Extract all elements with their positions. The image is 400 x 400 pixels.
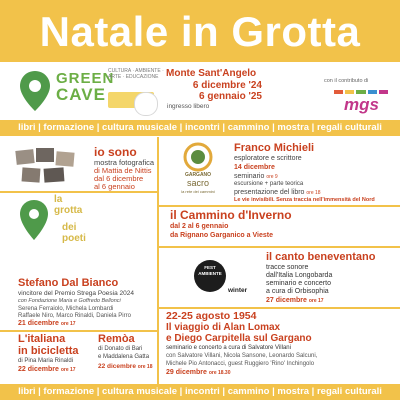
page-title: Natale in Grotta: [39, 8, 361, 55]
poeti-w3: dei: [62, 222, 77, 233]
michieli-title: Franco Michieli: [234, 142, 315, 154]
event-dates: [182, 80, 262, 102]
lomax-title3: e Diego Carpitella sul Gargano: [166, 333, 312, 344]
dal-bianco-l3: Serena Ferraiolo, Michela Lombardi: [18, 306, 114, 312]
michieli-l4: Le vie invisibili. Senza traccia nell'immensità del Nord: [234, 197, 375, 203]
lomax-date-text: 29 dicembre: [166, 369, 207, 376]
canto-l3: seminario e concerto: [266, 280, 331, 287]
remoa-date: [98, 363, 152, 370]
cammino-title: il Cammino d'Inverno: [170, 208, 292, 222]
lomax-time: ore 18.30: [208, 370, 231, 376]
italiana-date-text: 22 dicembre: [18, 366, 59, 373]
io-sono-line2: di Mattia de Nittis: [94, 166, 152, 175]
fa-logo-l1: FEST: [204, 265, 216, 270]
gargano-logo-bot: la rete dei cammini: [181, 189, 215, 194]
event-place: Monte Sant'Angelo: [166, 68, 257, 79]
canto-date: [266, 297, 324, 304]
brand-cave: CAVE: [56, 85, 106, 104]
lomax-l3: Michele Pio Antonacci, guest Ruggiero 'Rino' Inchingolo: [166, 361, 315, 367]
michieli-l3: [234, 189, 321, 196]
dal-bianco-l1: vincitore del Premio Strega Poesia 2024: [18, 290, 134, 297]
poeti-w4: poeti: [62, 233, 86, 244]
dal-bianco-date-text: 21 dicembre: [18, 320, 59, 327]
fa-logo-l3: winter: [228, 287, 248, 294]
remoa-date-text: 22 dicembre: [98, 363, 136, 370]
divider: [0, 191, 157, 193]
dal-bianco-title: Stefano Dal Bianco: [18, 277, 119, 289]
canto-l4: a cura di Orbisophia: [266, 288, 329, 295]
canto-l1: tracce sonore: [266, 264, 309, 271]
io-sono-title: io sono: [94, 145, 137, 159]
fa-logo-l2: AMBIENTE: [198, 271, 222, 276]
dal-bianco-time: ore 17: [60, 321, 76, 327]
sponsor-stripes: [334, 90, 388, 94]
contrib-label: con il contributo di: [324, 78, 369, 84]
io-sono-line1: mostra fotografica: [94, 158, 155, 167]
header-banner: [0, 0, 400, 62]
lomax-date: [166, 369, 231, 376]
io-sono-line4: al 6 gennaio: [94, 182, 135, 191]
sponsor-logo: mgs: [344, 95, 379, 114]
poeti-w1: la: [54, 194, 63, 205]
io-sono-line3: dal 6 dicembre: [94, 174, 144, 183]
map-pin-icon: [18, 70, 52, 112]
remoa-time: ore 18: [137, 364, 153, 370]
lomax-title1: 22-25 agosto 1954: [166, 310, 257, 322]
divider: [158, 246, 400, 248]
lomax-title2: Il viaggio di Alan Lomax: [166, 322, 281, 333]
date-end: 6 gennaio '25: [199, 91, 262, 102]
canto-title: il canto beneventano: [266, 251, 376, 263]
dal-bianco-l2: con Fondazione Maria e Goffredo Bellonci: [18, 298, 121, 304]
presentazione-time: ore 18: [306, 190, 321, 196]
michieli-date: 14 dicembre: [234, 164, 275, 171]
canto-time: ore 17: [308, 298, 324, 304]
brand-tagline: CULTURA · AMBIENTE · ARTE · EDUCAZIONE: [108, 68, 164, 80]
italiana-l1: di Pina Maria Rinaldi: [18, 358, 74, 364]
canto-l2: dall'Italia Longobarda: [266, 272, 333, 279]
categories-bar-bottom: libri | formazione | cultura musicale | incontri | cammino | mostra | regali culturali: [0, 384, 400, 400]
michieli-l2: escursione + parte teorica: [234, 181, 304, 187]
lomax-l2: con Salvatore Villani, Nicola Sansone, Leonardo Salcuni,: [166, 353, 318, 359]
cammino-l1: dal 2 al 6 gennaio: [170, 223, 229, 230]
seminario-time: ore 9: [266, 174, 278, 180]
divider: [0, 330, 157, 332]
michieli-l1: [234, 173, 278, 180]
poeti-w2: grotta: [54, 205, 83, 216]
dal-bianco-date: [18, 320, 76, 327]
gargano-logo-mid: sacro: [186, 178, 209, 188]
dal-bianco-l4: Raffaele Niro, Marco Rinaldi, Daniela Pirro: [18, 313, 131, 319]
entry-note: ingresso libero: [167, 103, 210, 110]
italiana-title2: in bicicletta: [18, 345, 79, 357]
brand-green: GREEN: [56, 70, 115, 87]
seminario-label: seminario: [234, 173, 265, 180]
gargano-logo-top: GARGANO: [184, 172, 212, 178]
photo-thumbnails: [14, 146, 78, 186]
divider: [158, 205, 400, 207]
italiana-date: [18, 366, 76, 373]
italiana-time: ore 17: [60, 367, 76, 373]
italiana-title1: L'italiana: [18, 333, 66, 345]
remoa-l1: di Donato di Bari: [98, 346, 143, 352]
presentazione-label: presentazione del libro: [234, 189, 305, 196]
categories-bar-top: libri | formazione | cultura musicale | incontri | cammino | mostra | regali culturali: [0, 120, 400, 136]
cammino-l2: da Rignano Garganico a Vieste: [170, 232, 273, 239]
column-divider: [157, 137, 159, 384]
remoa-l2: e Maddalena Gatta: [98, 354, 150, 360]
canto-date-text: 27 dicembre: [266, 297, 307, 304]
lomax-l1: seminario e concerto a cura di Salvatore Villani: [166, 345, 291, 351]
remoa-title: Remòa: [98, 333, 135, 345]
date-start: 6 dicembre '24: [192, 80, 262, 91]
divider: [158, 307, 400, 309]
partner-seal: [134, 92, 158, 116]
michieli-subtitle: esploratore e scrittore: [234, 155, 302, 162]
